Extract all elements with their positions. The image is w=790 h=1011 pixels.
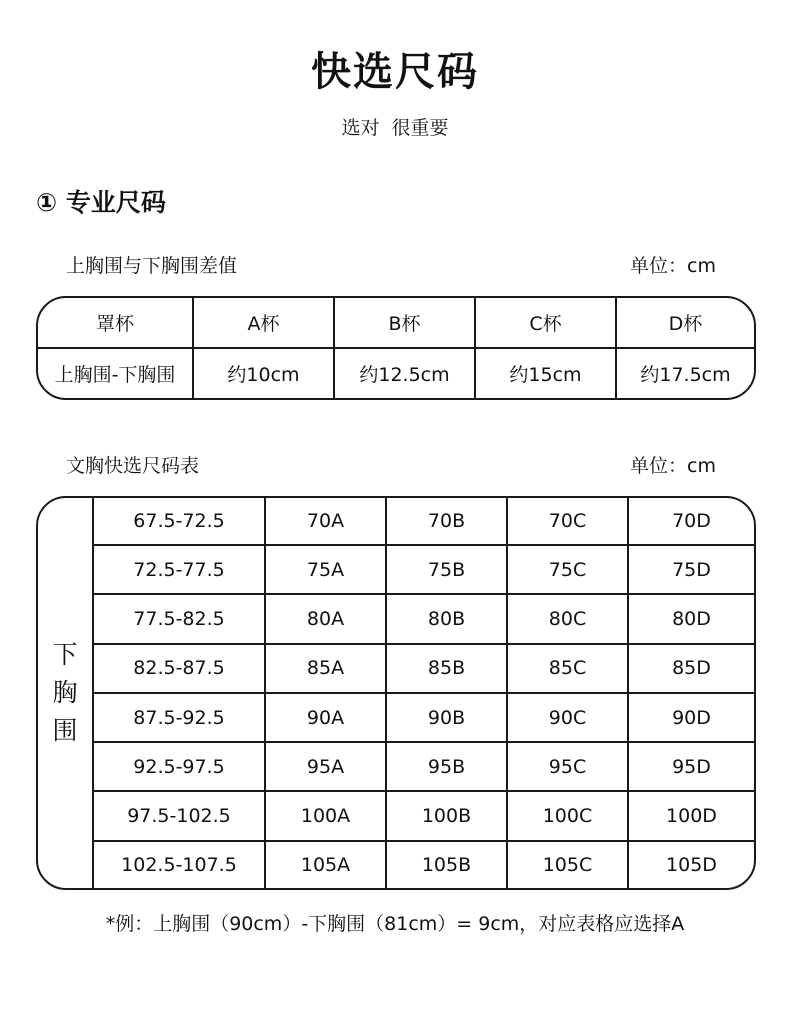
size-cell: 80C (507, 594, 628, 643)
table-row (38, 498, 754, 545)
size-cell: 70D (628, 498, 754, 545)
size-cell: 90D (628, 693, 754, 742)
size-cell: 85D (628, 644, 754, 693)
cup-table-cell: 约17.5cm (616, 348, 754, 398)
cup-table-cell: 约10cm (193, 348, 334, 398)
cup-table-cell: B杯 (334, 298, 475, 348)
underbust-range-cell: 82.5-87.5 (93, 644, 265, 693)
underbust-range-cell: 67.5-72.5 (93, 498, 265, 545)
size-cell: 75D (628, 545, 754, 594)
size-cell: 90A (265, 693, 386, 742)
table-row (38, 693, 754, 742)
size-cell: 95D (628, 742, 754, 791)
cup-table-cell: C杯 (475, 298, 616, 348)
size-cell: 105C (507, 841, 628, 888)
cup-table-cell: 上胸围-下胸围 (38, 348, 193, 398)
size-cell: 85C (507, 644, 628, 693)
size-cell: 90B (386, 693, 507, 742)
size-chart-table (36, 496, 756, 890)
size-cell: 75C (507, 545, 628, 594)
size-cell: 80D (628, 594, 754, 643)
table-row (38, 545, 754, 594)
table-row (38, 594, 754, 643)
size-cell: 95A (265, 742, 386, 791)
underbust-range-cell: 77.5-82.5 (93, 594, 265, 643)
cup-table-header-row (38, 298, 754, 348)
underbust-range-cell: 102.5-107.5 (93, 841, 265, 888)
underbust-range-cell: 72.5-77.5 (93, 545, 265, 594)
size-cell: 95B (386, 742, 507, 791)
page-subtitle: 选对 很重要 (341, 117, 449, 139)
underbust-range-cell: 97.5-102.5 (93, 791, 265, 840)
underbust-axis-label: 下胸围 (52, 640, 78, 745)
table-row (38, 841, 754, 888)
size-cell: 105D (628, 841, 754, 888)
size-cell: 90C (507, 693, 628, 742)
size-cell: 105A (265, 841, 386, 888)
size-cell: 100A (265, 791, 386, 840)
cup-table-cell: D杯 (616, 298, 754, 348)
size-cell: 100C (507, 791, 628, 840)
size-cell: 70C (507, 498, 628, 545)
size-cell: 75B (386, 545, 507, 594)
size-cell: 70B (386, 498, 507, 545)
size-cell: 80A (265, 594, 386, 643)
size-cell: 70A (265, 498, 386, 545)
size-cell: 105B (386, 841, 507, 888)
underbust-range-cell: 87.5-92.5 (93, 693, 265, 742)
size-table-unit: 单位：cm (630, 455, 716, 477)
cup-table-value-row (38, 348, 754, 398)
cup-table-cell: 罩杯 (95, 313, 134, 335)
cup-table-unit: 单位：cm (630, 255, 716, 277)
table-row (38, 742, 754, 791)
size-cell: 80B (386, 594, 507, 643)
size-cell: 95C (507, 742, 628, 791)
cup-table-caption: 上胸围与下胸围差值 (66, 255, 238, 277)
size-cell: 75A (265, 545, 386, 594)
cup-table-cell: 约12.5cm (334, 348, 475, 398)
size-cell: 85A (265, 644, 386, 693)
cup-table-cell: 约15cm (475, 348, 616, 398)
cup-table-cell: A杯 (193, 298, 334, 348)
section-heading: ① 专业尺码 (36, 188, 166, 217)
underbust-range-cell: 92.5-97.5 (93, 742, 265, 791)
size-cell: 85B (386, 644, 507, 693)
cup-difference-table (36, 296, 756, 400)
table-row (38, 644, 754, 693)
page-title: 快选尺码 (311, 49, 479, 95)
table-row (38, 791, 754, 840)
size-cell: 100D (628, 791, 754, 840)
footnote: *例：上胸围（90cm）-下胸围（81cm）= 9cm，对应表格应选择A (105, 913, 685, 935)
size-table-caption: 文胸快选尺码表 (66, 455, 200, 477)
size-cell: 100B (386, 791, 507, 840)
